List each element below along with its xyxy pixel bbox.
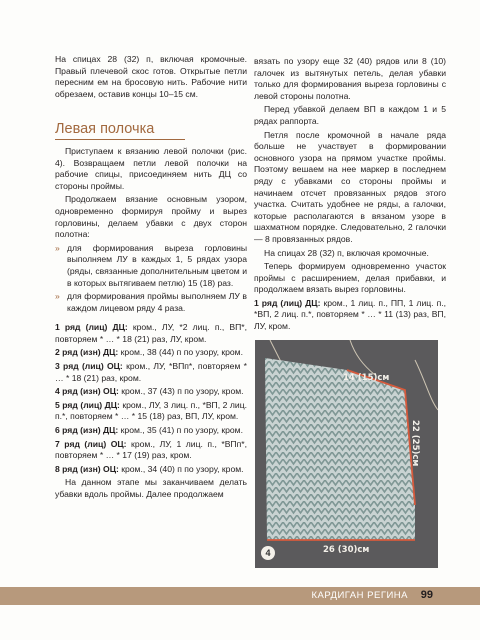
row-instruction xyxy=(55,361,247,384)
row-label: 8 ряд (изн) ОЦ: xyxy=(55,463,119,474)
top-measurement: 14 (15)см xyxy=(343,373,390,383)
row-text: кром., 35 (41) п по узору, кром. xyxy=(118,425,243,436)
row-instruction xyxy=(55,400,247,423)
left-column xyxy=(55,54,247,503)
row-instruction xyxy=(55,425,247,437)
footer-title: КАРДИГАН РЕГИНА xyxy=(311,590,408,601)
paragraph-increase-note: Перед убавкой делаем ВП в каждом 1 и 5 рядах раппорта. xyxy=(254,104,446,126)
row-label: 1 ряд (лиц) ДЦ: xyxy=(254,297,321,308)
row-text: кром., ЛУ, *2 лиц. п., ВП*, повторяем * … * 18 (21) раз, ЛУ, кром. xyxy=(55,322,248,344)
bullet-text: для формирования проймы выполняем ЛУ в каждом лицевом ряду 4 раза. xyxy=(67,291,247,313)
row-instruction xyxy=(55,439,247,462)
bullet-marker-icon: » xyxy=(55,242,60,253)
figure-number-badge: 4 xyxy=(261,546,275,560)
bullet-marker-icon: » xyxy=(55,291,60,302)
row-instruction xyxy=(55,347,247,359)
row-text: кром., ЛУ, 3 лиц. п., *ВП, 2 лиц. п.*, повторяем * … * 15 (18) раз, ВП, ЛУ, кром. xyxy=(55,399,248,422)
section-heading xyxy=(55,121,247,138)
row-text: кром., ЛУ, *ВПп*, повторяем * … * 18 (21) раз, кром. xyxy=(55,361,247,383)
intro-paragraph: На спицах 28 (32) п, включая кромочные. Правый плечевой скос готов. Открытые петли пересним ем на бросовую нить. Рабочие нити обрезаем, оставив концы 10–15 см. xyxy=(55,54,247,99)
right-column xyxy=(254,56,446,335)
side-measurement: 22 (25)см xyxy=(410,420,420,467)
paragraph-armhole: Теперь формируем одновременно участок проймы с расширением, делая прибавки, и продолжаем вязать вырез горловины. xyxy=(254,261,446,295)
row-label: 2 ряд (изн) ДЦ: xyxy=(55,347,119,358)
bullet-text: для формирования выреза горловины выполняем ЛУ в каждых 1, 5 рядах узора (ряды, связанные дополнительным цветом и в которых вытягиваем петлю) 15 (18) раз. xyxy=(67,242,247,288)
row-instruction xyxy=(55,386,247,398)
row-instruction xyxy=(254,298,446,333)
bullet-item xyxy=(55,291,247,314)
section-heading-text: Левая полочка xyxy=(55,121,155,138)
row-text: кром., 34 (40) п по узору, кром. xyxy=(118,463,244,474)
row-label: 7 ряд (лиц) ОЦ: xyxy=(55,438,127,449)
row-label: 1 ряд (лиц) ДЦ: xyxy=(55,322,128,333)
paragraph-continue: вязать по узору еще 32 (40) рядов или 8 (10) галочек из вытянутых петель, делая убавки только для формирования выреза горловины с левой стороны полотна. xyxy=(254,56,446,101)
knitting-photo xyxy=(255,340,438,568)
row-text: кром., 37 (43) п по узору, кром. xyxy=(118,386,244,397)
bottom-measurement: 26 (30)см xyxy=(323,545,370,555)
bullet-item xyxy=(55,243,247,289)
row-text: кром., ЛУ, 1 лиц. п., *ВПп*, повторяем * … * 17 (19) раз, кром. xyxy=(55,438,247,461)
row-label: 4 ряд (изн) ОЦ: xyxy=(55,386,119,397)
row-text: кром., 38 (44) п по узору, кром. xyxy=(118,347,243,358)
row-text: кром., 1 лиц. п., ПП, 1 лиц. п., *ВП, 2 лиц. п.*, повторяем * … * 11 (13) раз, ВП, ЛУ, кром. xyxy=(254,297,446,332)
outro-paragraph: На данном этапе мы заканчиваем делать убавки вдоль проймы. Далее продолжаем xyxy=(55,477,247,499)
footer-band xyxy=(0,587,480,605)
page-number: 99 xyxy=(420,589,433,601)
row-label: 3 ряд (лиц) ОЦ: xyxy=(55,361,123,372)
paragraph-2: Продолжаем вязание основным узором, одновременно формируя пройму и вырез горловины, делаем убавки с двух сторон полотна: xyxy=(55,194,247,240)
paragraph-marker: Петля после кромочной в начале ряда больше не участвует в формировании основного узора на прямом участке проймы. Поэтому вешаем на нее маркер в последнем ряду с убавками со стороны проймы и начинаем отсчет провязанных рядов этого участка. Считать удобнее не ряды, а галочки, которые располагаются в вязаном узоре в шахматном порядке. Следовательно, 2 галочки — 8 провязанных рядов. xyxy=(254,129,446,244)
row-instruction xyxy=(55,322,247,345)
row-label: 5 ряд (лиц) ДЦ: xyxy=(55,399,120,410)
row-label: 6 ряд (изн) ДЦ: xyxy=(55,425,119,436)
paragraph-stitch-count: На спицах 28 (32) п, включая кромочные. xyxy=(264,247,429,258)
heading-underline xyxy=(55,139,185,140)
row-instruction xyxy=(55,464,247,476)
paragraph-1: Приступаем к вязанию левой полочки (рис. 4). Возвращаем петли левой полочки на рабочие спицы, присоединяем нить ДЦ со стороны проймы. xyxy=(55,145,247,191)
